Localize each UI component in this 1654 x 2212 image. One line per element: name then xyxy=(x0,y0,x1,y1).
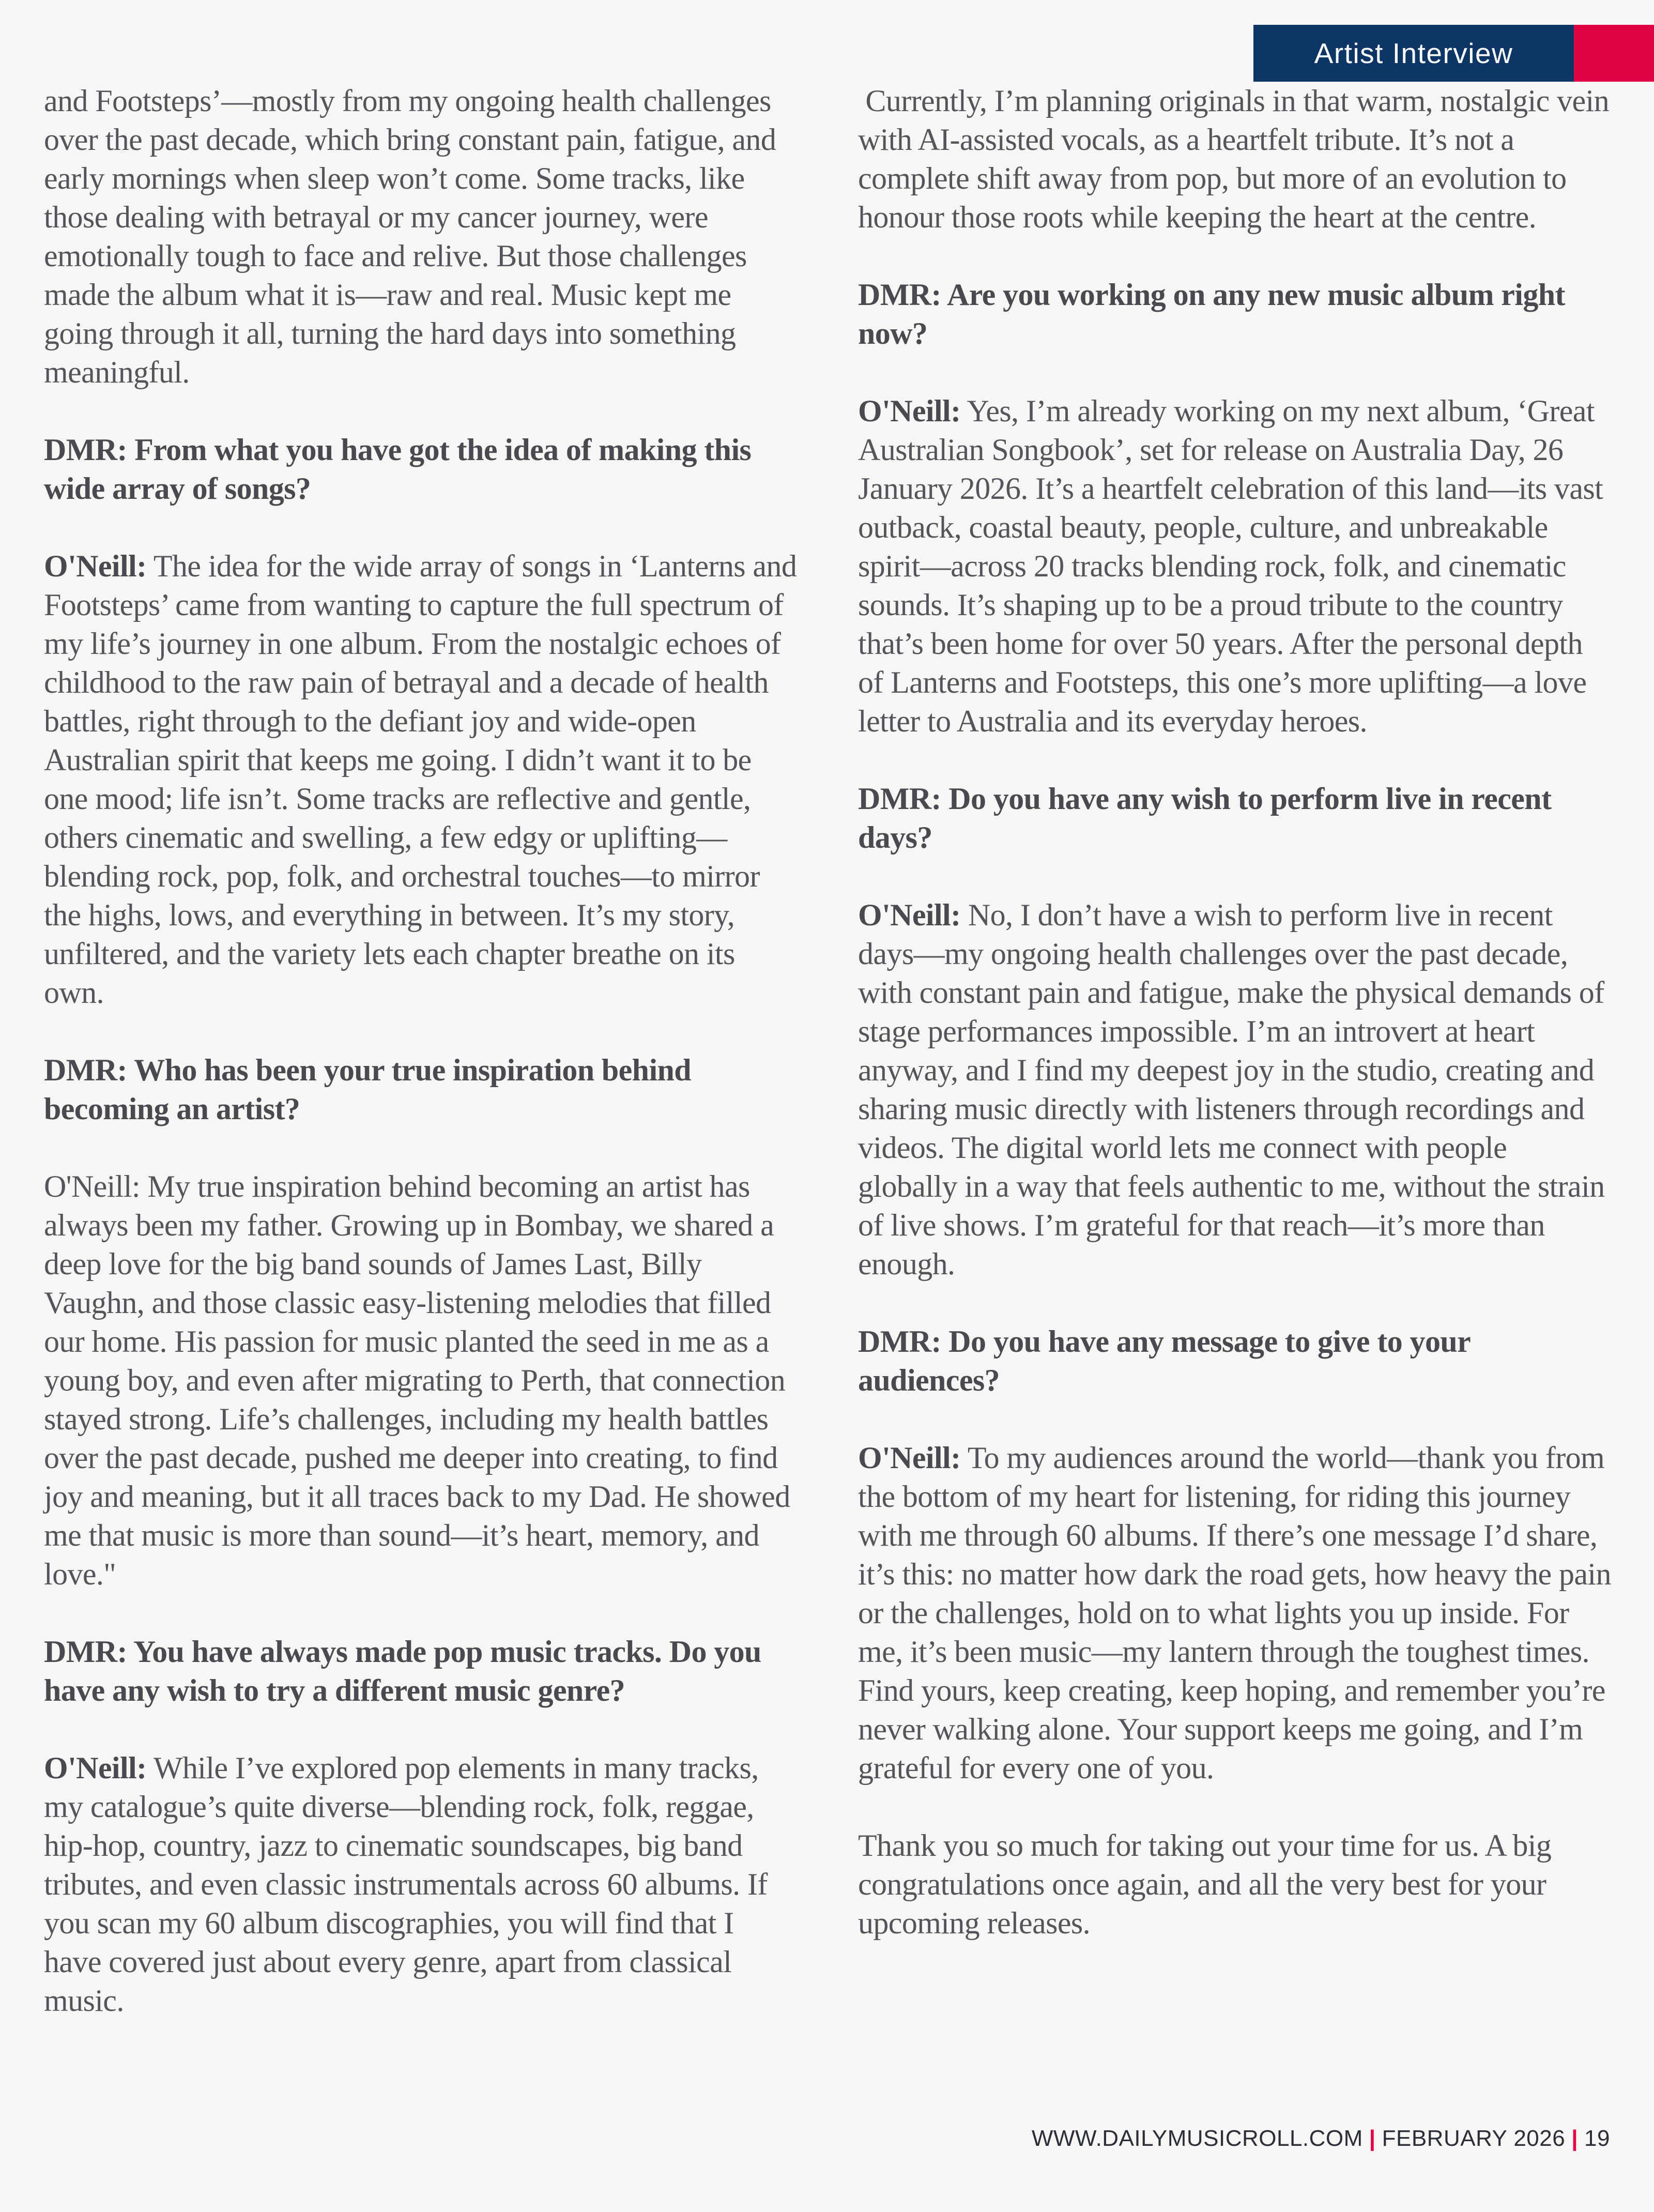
speaker-label: O'Neill: xyxy=(858,1441,961,1475)
body-paragraph: and Footsteps’—mostly from my ongoing health challenges over the past decade, which bring constant pain, fatigue, and early mornings when sleep won’t come. Some tracks, like those dealing with betrayal or my cancer journey, were emotionally tough to face and relive. But those challenges made the album what it is—raw and real. Music kept me going through it all, turning the hard days into something meaningful. xyxy=(44,84,784,389)
section-badge xyxy=(1253,25,1654,82)
section-badge-label: Artist Interview xyxy=(1314,37,1513,69)
speaker-label: O'Neill: xyxy=(858,394,961,428)
article-column-right xyxy=(858,82,1619,2059)
body-paragraph: O'Neill: My true inspiration behind becoming an artist has always been my father. Growing up in Bombay, we shared a deep love for the big band sounds of James Last, Billy Vaughn, and those classic easy-listening melodies that filled our home. His passion for music planted the seed in me as a young boy, and even after migrating to Perth, that connection stayed strong. Life’s challenges, including my health battles over the past decade, pushed me deeper into creating, to find joy and meaning, but it all traces back to my Dad. He showed me that music is more than sound—it’s heart, memory, and love." xyxy=(44,1169,798,1591)
body-paragraph: Currently, I’m planning originals in that warm, nostalgic vein with AI-assisted vocals, as a heartfelt tribute. It’s not a complete shift away from pop, but more of an evolution to honour those roots while keeping the heart at the centre. xyxy=(858,84,1617,234)
page-footer xyxy=(1032,2126,1610,2152)
article-column-left xyxy=(44,82,804,2059)
article-columns xyxy=(44,82,1619,2059)
interview-answer: O'Neill: No, I don’t have a wish to perform live in recent days—my ongoing health challenges over the past decade, with constant pain and fatigue, make the physical demands of stage performances impossible. I’m an introvert at heart anyway, and I find my deepest joy in the studio, creating and sharing music directly with listeners through recordings and videos. The digital world lets me connect with people globally in a way that feels authentic to me, without the strain of live shows. I’m grateful for that reach—it’s more than enough. xyxy=(858,898,1612,1281)
footer-issue: FEBRUARY 2026 xyxy=(1382,2126,1566,2151)
interview-question: DMR: You have always made pop music tracks. Do you have any wish to try a different music genre? xyxy=(44,1635,769,1707)
interview-question: DMR: Do you have any wish to perform live in recent days? xyxy=(858,782,1559,855)
footer-separator-2: | xyxy=(1571,2126,1579,2151)
interview-question: DMR: Do you have any message to give to your audiences? xyxy=(858,1324,1478,1397)
speaker-label: O'Neill: xyxy=(858,898,961,932)
section-badge-label-box xyxy=(1253,25,1574,82)
body-paragraph: Thank you so much for taking out your time for us. A big congratulations once again, and all the very best for your upcoming releases. xyxy=(858,1828,1559,1940)
footer-page-number: 19 xyxy=(1584,2126,1610,2151)
footer-site: WWW.DAILYMUSICROLL.COM xyxy=(1031,2126,1363,2151)
interview-answer: O'Neill: To my audiences around the world—thank you from the bottom of my heart for listening, for riding this journey with me through 60 albums. If there’s one message I’d share, it’s this: no matter how dark the road gets, how heavy the pain or the challenges, hold on to what lights you up inside. For me, it’s been music—my lantern through the toughest times. Find yours, keep creating, keep hoping, and remember you’re never walking alone. Your support keeps me going, and I’m grateful for every one of you. xyxy=(858,1441,1619,1785)
interview-question: DMR: Are you working on any new music album right now? xyxy=(858,278,1573,350)
speaker-label: O'Neill: xyxy=(44,549,147,583)
footer-separator-1: | xyxy=(1369,2126,1376,2151)
interview-answer: O'Neill: The idea for the wide array of songs in ‘Lanterns and Footsteps’ came from wanting to capture the full spectrum of my life’s journey in one album. From the nostalgic echoes of childhood to the raw pain of betrayal and a decade of health battles, right through to the defiant joy and wide-open Australian spirit that keeps me going. I didn’t want it to be one mood; life isn’t. Some tracks are reflective and gentle, others cinematic and swelling, a few edgy or uplifting—blending rock, pop, folk, and orchestral touches—to mirror the highs, lows, and everything in between. It’s my story, unfiltered, and the variety lets each chapter breathe on its own. xyxy=(44,549,804,1010)
interview-question: DMR: Who has been your true inspiration behind becoming an artist? xyxy=(44,1053,699,1126)
speaker-label: O'Neill: xyxy=(44,1751,147,1785)
section-badge-accent xyxy=(1574,25,1654,82)
interview-question: DMR: From what you have got the idea of making this wide array of songs? xyxy=(44,433,759,506)
interview-answer: O'Neill: While I’ve explored pop elements in many tracks, my catalogue’s quite diverse—blending rock, folk, reggae, hip-hop, country, jazz to cinematic soundscapes, big band tributes, and even classic instrumentals across 60 albums. If you scan my 60 album discographies, you will find that I have covered just about every genre, apart from classical music. xyxy=(44,1751,775,2018)
interview-answer: O'Neill: Yes, I’m already working on my next album, ‘Great Australian Songbook’, set for release on Australia Day, 26 January 2026. It’s a heartfelt celebration of this land—its vast outback, coastal beauty, people, culture, and unbreakable spirit—across 20 tracks blending rock, folk, and cinematic sounds. It’s shaping up to be a proud tribute to the country that’s been home for over 50 years. After the personal depth of Lanterns and Footsteps, this one’s more uplifting—a love letter to Australia and its everyday heroes. xyxy=(858,394,1611,738)
